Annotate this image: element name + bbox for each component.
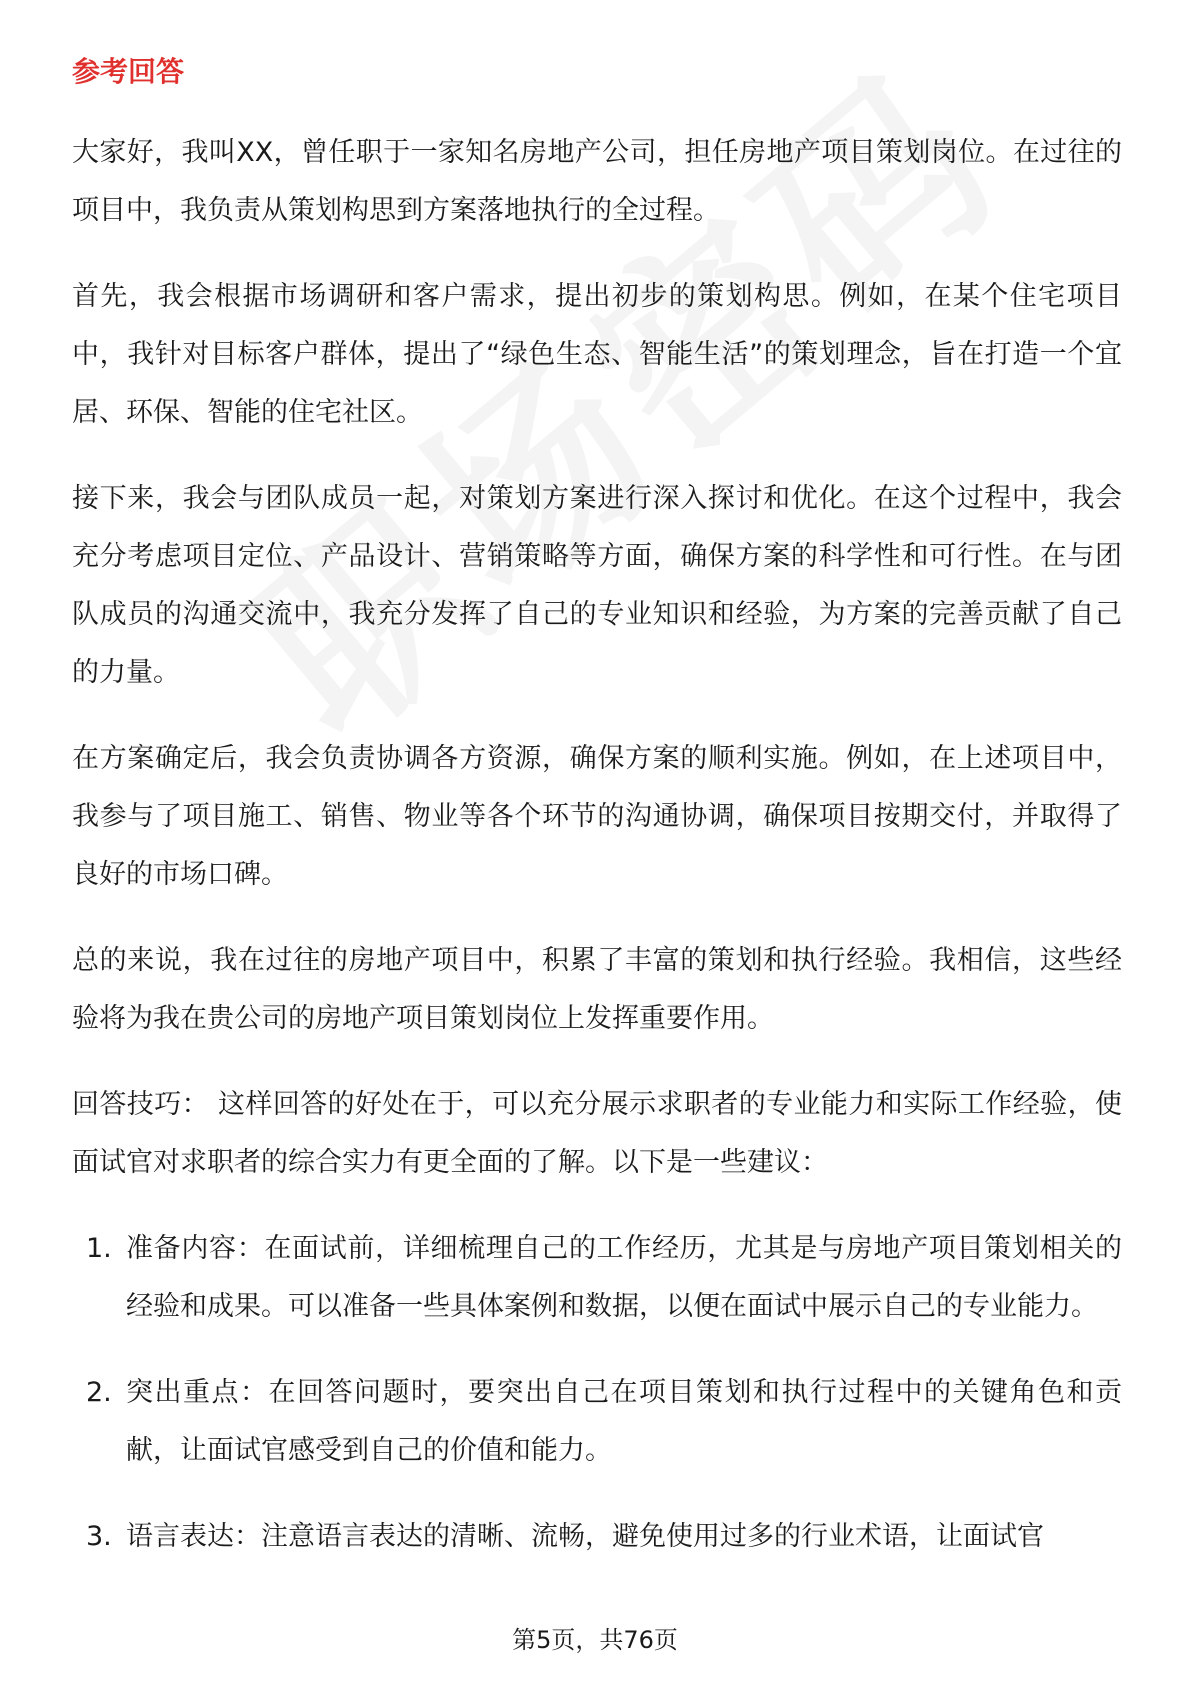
list-number: 2.	[86, 1377, 112, 1408]
list-text: 准备内容：在面试前，详细梳理自己的工作经历，尤其是与房地产项目策划相关的经验和成果。可以准备一些具体案例和数据，以便在面试中展示自己的专业能力。	[126, 1233, 1122, 1322]
paragraph-execution: 在方案确定后，我会负责协调各方资源，确保方案的顺利实施。例如，在上述项目中，我参与了项目施工、销售、物业等各个环节的沟通协调，确保项目按期交付，并取得了良好的市场口碑。	[72, 743, 1122, 890]
list-item	[72, 1220, 1122, 1336]
paragraph-next: 接下来，我会与团队成员一起，对策划方案进行深入探讨和优化。在这个过程中，我会充分考虑项目定位、产品设计、营销策略等方面，确保方案的科学性和可行性。在与团队成员的沟通交流中，我充分发挥了自己的专业知识和经验，为方案的完善贡献了自己的力量。	[72, 483, 1122, 688]
list-text: 突出重点：在回答问题时，要突出自己在项目策划和执行过程中的关键角色和贡献，让面试官感受到自己的价值和能力。	[126, 1377, 1122, 1466]
document-body	[72, 48, 1122, 1594]
paragraph-intro: 大家好，我叫XX，曾任职于一家知名房地产公司，担任房地产项目策划岗位。在过往的项目中，我负责从策划构思到方案落地执行的全过程。	[72, 137, 1122, 226]
page-footer: 第5页，共76页	[512, 1626, 678, 1654]
paragraph-tips-intro: 回答技巧： 这样回答的好处在于，可以充分展示求职者的专业能力和实际工作经验，使面试官对求职者的综合实力有更全面的了解。以下是一些建议：	[72, 1089, 1122, 1178]
paragraph-summary: 总的来说，我在过往的房地产项目中，积累了丰富的策划和执行经验。我相信，这些经验将为我在贵公司的房地产项目策划岗位上发挥重要作用。	[72, 945, 1122, 1034]
list-item	[72, 1364, 1122, 1480]
list-text: 语言表达：注意语言表达的清晰、流畅，避免使用过多的行业术语，让面试官	[126, 1521, 1044, 1552]
section-title: 参考回答	[72, 55, 185, 88]
list-number: 1.	[86, 1233, 112, 1264]
list-number: 3.	[86, 1521, 112, 1552]
paragraph-first: 首先，我会根据市场调研和客户需求，提出初步的策划构思。例如，在某个住宅项目中，我针对目标客户群体，提出了“绿色生态、智能生活”的策划理念，旨在打造一个宜居、环保、智能的住宅社区。	[72, 281, 1122, 428]
tips-list	[72, 1220, 1122, 1566]
list-item	[72, 1508, 1122, 1566]
